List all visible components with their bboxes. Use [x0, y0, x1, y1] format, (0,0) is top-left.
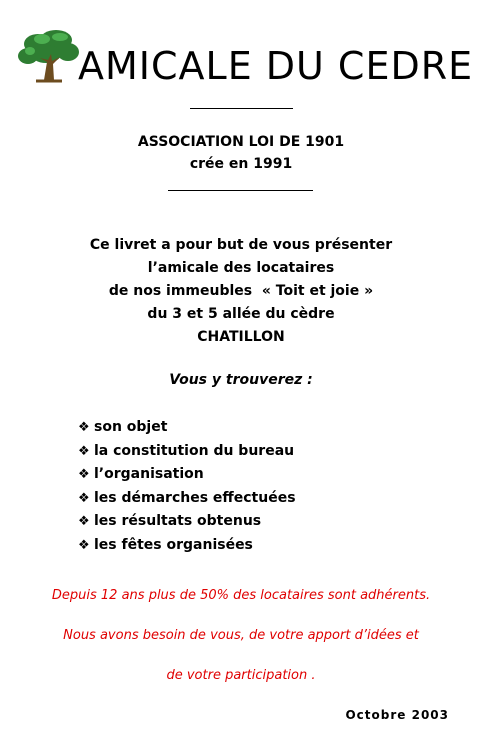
- list-item: [78, 510, 296, 534]
- diamond-bullet-icon: ❖: [78, 420, 90, 435]
- intro-line: Ce livret a pour but de vous présenter: [89, 237, 393, 253]
- list-item-label: son objet: [94, 419, 168, 435]
- intro-line: CHATILLON: [197, 329, 285, 345]
- diamond-bullet-icon: ❖: [78, 514, 90, 529]
- diamond-bullet-icon: ❖: [78, 443, 90, 459]
- list-item-label: les résultats obtenus: [94, 513, 262, 529]
- list-item-label: les démarches effectuées: [94, 489, 296, 506]
- intro-line: l’amicale des locataires: [147, 260, 335, 276]
- list-item: [78, 534, 296, 558]
- list-item: [78, 487, 296, 511]
- contents-heading: Vous y trouverez :: [169, 372, 313, 388]
- divider: [168, 190, 313, 191]
- intro-text: [0, 234, 482, 349]
- footer-line: Nous avons besoin de vous, de votre apport d’idées et: [63, 628, 419, 643]
- founded-line: crée en 1991: [189, 156, 293, 172]
- list-item: [78, 416, 296, 440]
- diamond-bullet-icon: ❖: [78, 537, 90, 553]
- list-item-label: l’organisation: [94, 466, 204, 482]
- list-item: [78, 440, 296, 464]
- intro-line: de nos immeubles « Toit et joie »: [108, 283, 374, 299]
- diamond-bullet-icon: ❖: [78, 467, 90, 482]
- contents-list: [78, 416, 296, 557]
- divider: [190, 108, 293, 109]
- association-line: ASSOCIATION LOI DE 1901: [137, 134, 345, 150]
- footer-line: de votre participation .: [166, 668, 316, 683]
- list-item: [78, 463, 296, 487]
- tree-logo-icon: [18, 30, 80, 84]
- diamond-bullet-icon: ❖: [78, 490, 90, 506]
- intro-line: du 3 et 5 allée du cèdre: [147, 306, 335, 322]
- footer-line: Depuis 12 ans plus de 50% des locataires sont adhérents.: [51, 588, 431, 603]
- list-item-label: les fêtes organisées: [94, 536, 253, 553]
- date-label: Octobre 2003: [345, 708, 449, 722]
- page-title: AMICALE DU CEDRE: [78, 44, 474, 88]
- list-item-label: la constitution du bureau: [94, 442, 295, 459]
